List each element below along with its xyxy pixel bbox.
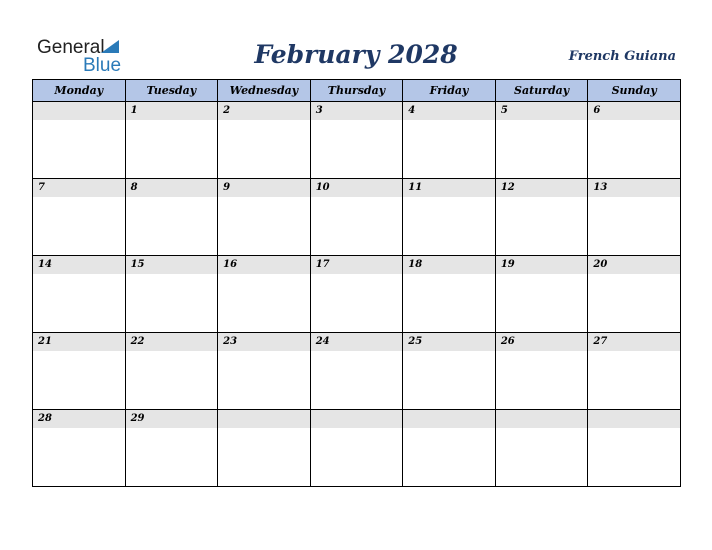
day-cell[interactable] [310, 179, 403, 256]
day-cell[interactable] [125, 333, 218, 410]
day-number: 6 [588, 102, 680, 120]
day-cell[interactable] [588, 179, 681, 256]
day-number [403, 410, 495, 428]
day-number: 23 [218, 333, 310, 351]
day-cell[interactable] [33, 256, 126, 333]
day-cell[interactable] [218, 256, 311, 333]
day-number: 16 [218, 256, 310, 274]
day-cell[interactable] [33, 410, 126, 487]
day-cell[interactable] [495, 410, 588, 487]
day-cell[interactable] [218, 179, 311, 256]
day-cell[interactable] [495, 333, 588, 410]
day-number: 29 [126, 410, 218, 428]
day-cell[interactable] [588, 333, 681, 410]
day-number: 19 [496, 256, 588, 274]
day-number [218, 410, 310, 428]
day-cell[interactable] [310, 410, 403, 487]
day-number: 18 [403, 256, 495, 274]
day-number: 12 [496, 179, 588, 197]
day-number [496, 410, 588, 428]
day-number: 8 [126, 179, 218, 197]
day-number: 5 [496, 102, 588, 120]
day-number: 22 [126, 333, 218, 351]
day-cell[interactable] [495, 102, 588, 179]
day-cell[interactable] [218, 102, 311, 179]
day-cell[interactable] [403, 102, 496, 179]
day-cell[interactable] [310, 333, 403, 410]
day-cell[interactable] [125, 410, 218, 487]
day-number [588, 410, 680, 428]
day-cell[interactable] [125, 179, 218, 256]
day-number: 20 [588, 256, 680, 274]
day-header-monday: Monday [33, 80, 126, 102]
day-cell[interactable] [33, 102, 126, 179]
day-number: 26 [496, 333, 588, 351]
day-number: 3 [311, 102, 403, 120]
day-number: 13 [588, 179, 680, 197]
day-number: 10 [311, 179, 403, 197]
day-number: 27 [588, 333, 680, 351]
day-cell[interactable] [403, 256, 496, 333]
day-header-tuesday: Tuesday [125, 80, 218, 102]
day-cell[interactable] [218, 333, 311, 410]
calendar-title: February 2028 [254, 40, 458, 69]
day-cell[interactable] [403, 333, 496, 410]
day-number: 14 [33, 256, 125, 274]
day-cell[interactable] [33, 333, 126, 410]
day-cell[interactable] [588, 410, 681, 487]
day-cell[interactable] [125, 256, 218, 333]
day-cell[interactable] [125, 102, 218, 179]
day-cell[interactable] [310, 256, 403, 333]
day-number: 15 [126, 256, 218, 274]
week-row [33, 333, 681, 410]
day-header-friday: Friday [403, 80, 496, 102]
day-cell[interactable] [33, 179, 126, 256]
calendar-grid [32, 79, 681, 487]
day-cell[interactable] [495, 179, 588, 256]
day-number: 9 [218, 179, 310, 197]
day-number: 2 [218, 102, 310, 120]
country-label: French Guiana [568, 49, 676, 64]
logo-blue: Blue [83, 55, 122, 76]
day-cell[interactable] [588, 256, 681, 333]
day-number: 21 [33, 333, 125, 351]
day-number: 7 [33, 179, 125, 197]
day-number: 25 [403, 333, 495, 351]
day-number: 11 [403, 179, 495, 197]
week-row [33, 256, 681, 333]
day-header-wednesday: Wednesday [218, 80, 311, 102]
day-cell[interactable] [403, 179, 496, 256]
day-cell[interactable] [310, 102, 403, 179]
day-number [33, 102, 125, 120]
day-cell[interactable] [403, 410, 496, 487]
day-number: 24 [311, 333, 403, 351]
week-row [33, 410, 681, 487]
day-number [311, 410, 403, 428]
day-header-thursday: Thursday [310, 80, 403, 102]
day-number: 1 [126, 102, 218, 120]
day-cell[interactable] [588, 102, 681, 179]
logo-general: General [37, 37, 105, 58]
day-number: 17 [311, 256, 403, 274]
day-header-sunday: Sunday [588, 80, 681, 102]
day-cell[interactable] [495, 256, 588, 333]
day-header-saturday: Saturday [495, 80, 588, 102]
day-cell[interactable] [218, 410, 311, 487]
week-row [33, 102, 681, 179]
week-row [33, 179, 681, 256]
day-number: 4 [403, 102, 495, 120]
day-number: 28 [33, 410, 125, 428]
